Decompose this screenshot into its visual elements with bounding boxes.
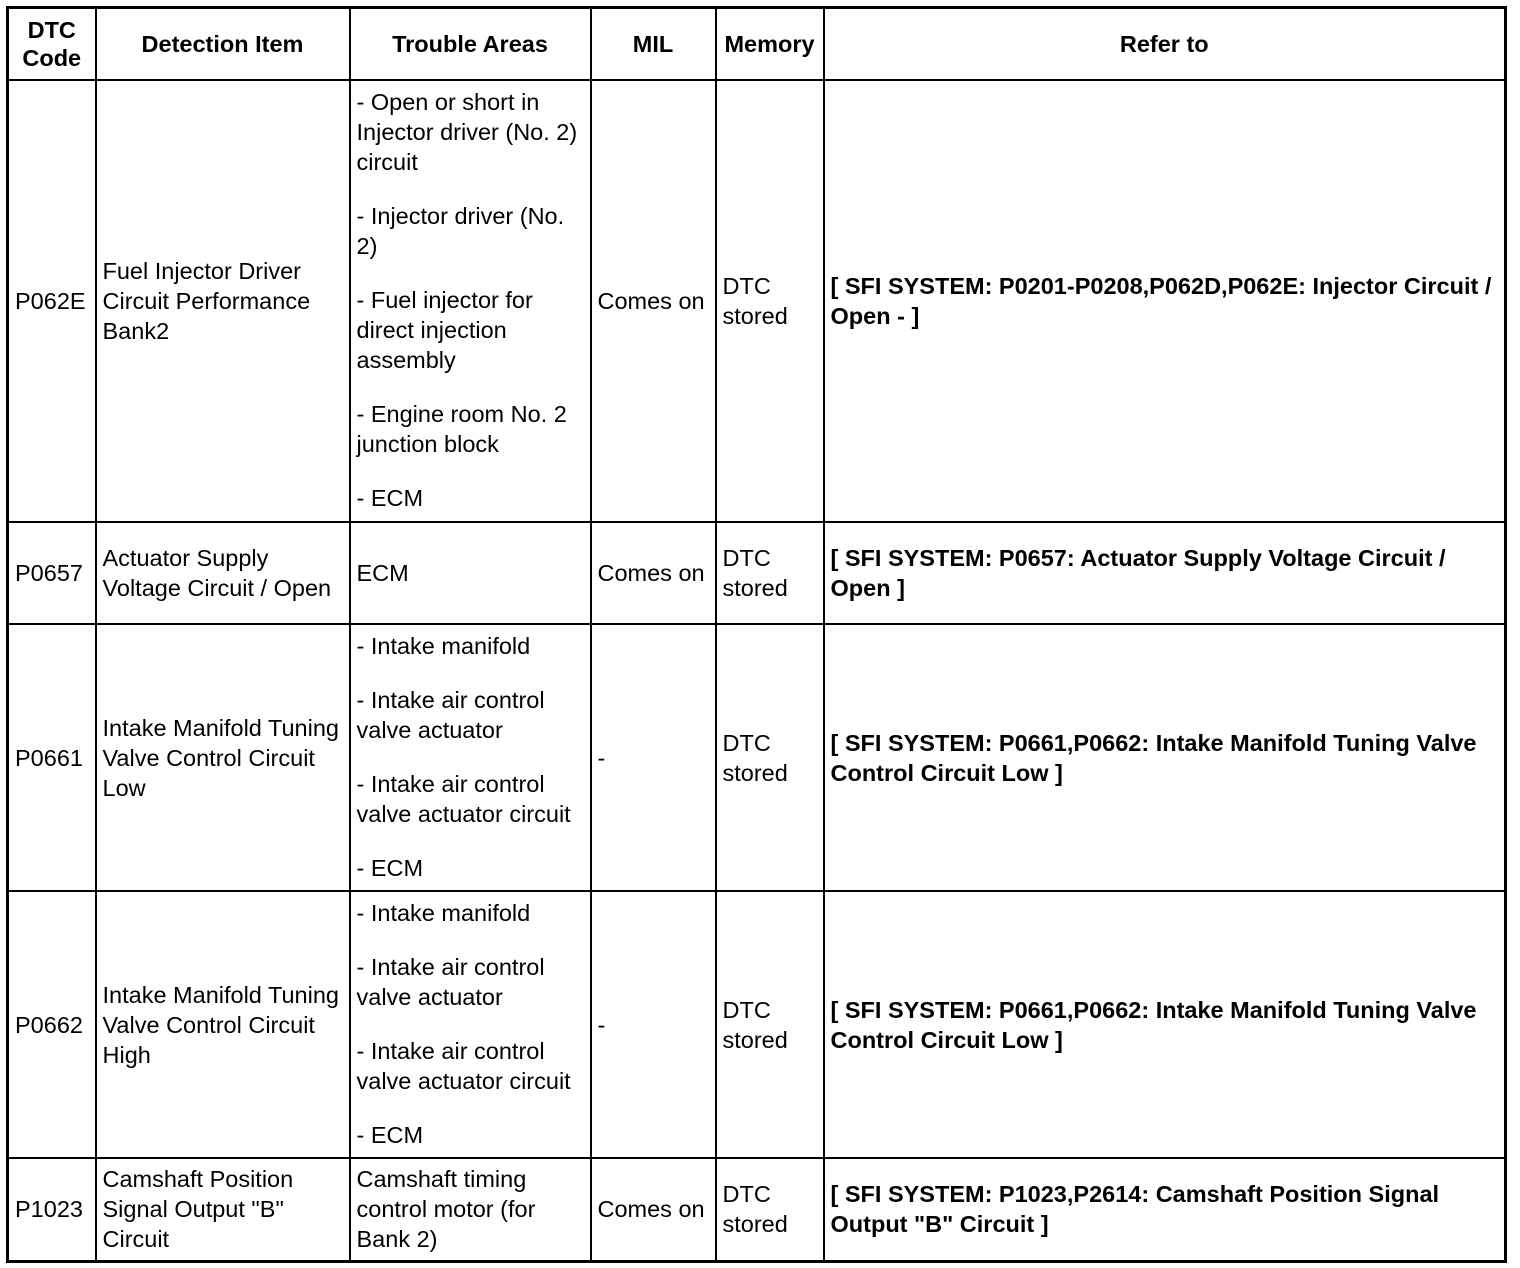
detection-item-cell: Intake Manifold Tuning Valve Control Circuit High [96, 891, 350, 1158]
trouble-area-item: - ECM [356, 485, 424, 511]
memory-cell: DTC stored [716, 624, 824, 891]
mil-cell: - [591, 624, 716, 891]
trouble-area-item: - Engine room No. 2 junction block [356, 401, 567, 457]
dtc-code-cell: P0657 [8, 522, 96, 624]
trouble-area-item: - ECM [356, 855, 424, 881]
header-refer-to: Refer to [824, 8, 1506, 81]
table-row [8, 624, 1506, 891]
detection-item-cell: Camshaft Position Signal Output "B" Circuit [96, 1158, 350, 1261]
memory-cell: DTC stored [716, 891, 824, 1158]
mil-cell: Comes on [591, 80, 716, 522]
detection-item-cell: Intake Manifold Tuning Valve Control Circuit Low [96, 624, 350, 891]
header-mil: MIL [591, 8, 716, 81]
header-memory: Memory [716, 8, 824, 81]
refer-to-link[interactable]: [ SFI SYSTEM: P0661,P0662: Intake Manifold Tuning Valve Control Circuit Low ] [824, 891, 1506, 1158]
header-row [8, 8, 1506, 81]
refer-to-link[interactable]: [ SFI SYSTEM: P0201-P0208,P062D,P062E: Injector Circuit / Open - ] [824, 80, 1506, 522]
dtc-table [6, 6, 1507, 1263]
memory-cell: DTC stored [716, 1158, 824, 1261]
dtc-code-cell: P1023 [8, 1158, 96, 1261]
memory-cell: DTC stored [716, 80, 824, 522]
memory-cell: DTC stored [716, 522, 824, 624]
trouble-areas-cell [350, 1158, 591, 1261]
trouble-area-item: ECM [356, 560, 409, 586]
trouble-areas-cell [350, 891, 591, 1158]
dtc-code-cell: P0662 [8, 891, 96, 1158]
trouble-area-item: - ECM [356, 1122, 424, 1148]
detection-item-cell: Actuator Supply Voltage Circuit / Open [96, 522, 350, 624]
mil-cell: Comes on [591, 522, 716, 624]
trouble-area-item: Camshaft timing control motor (for Bank 2) [356, 1166, 536, 1253]
table-row [8, 80, 1506, 522]
trouble-areas-cell [350, 80, 591, 522]
dtc-code-cell: P0661 [8, 624, 96, 891]
trouble-area-item: - Injector driver (No. 2) [356, 203, 565, 259]
header-dtc-code: DTC Code [8, 8, 96, 81]
trouble-area-item: - Intake air control valve actuator [356, 954, 545, 1010]
dtc-code-cell: P062E [8, 80, 96, 522]
trouble-areas-cell [350, 522, 591, 624]
table-row [8, 891, 1506, 1158]
trouble-area-item: - Fuel injector for direct injection assembly [356, 287, 533, 373]
trouble-area-item: - Intake air control valve actuator circuit [356, 1038, 571, 1094]
table-row [8, 1158, 1506, 1261]
header-trouble-areas: Trouble Areas [350, 8, 591, 81]
trouble-area-item: - Intake manifold [356, 900, 531, 926]
detection-item-cell: Fuel Injector Driver Circuit Performance Bank2 [96, 80, 350, 522]
table-row [8, 522, 1506, 624]
header-detection-item: Detection Item [96, 8, 350, 81]
trouble-area-item: - Intake air control valve actuator [356, 687, 545, 743]
trouble-area-item: - Intake air control valve actuator circuit [356, 771, 571, 827]
mil-cell: - [591, 891, 716, 1158]
refer-to-link[interactable]: [ SFI SYSTEM: P1023,P2614: Camshaft Position Signal Output "B" Circuit ] [824, 1158, 1506, 1261]
trouble-areas-cell [350, 624, 591, 891]
refer-to-link[interactable]: [ SFI SYSTEM: P0661,P0662: Intake Manifold Tuning Valve Control Circuit Low ] [824, 624, 1506, 891]
trouble-area-item: - Open or short in Injector driver (No. 2) circuit [356, 89, 578, 175]
trouble-area-item: - Intake manifold [356, 633, 531, 659]
mil-cell: Comes on [591, 1158, 716, 1261]
refer-to-link[interactable]: [ SFI SYSTEM: P0657: Actuator Supply Voltage Circuit / Open ] [824, 522, 1506, 624]
